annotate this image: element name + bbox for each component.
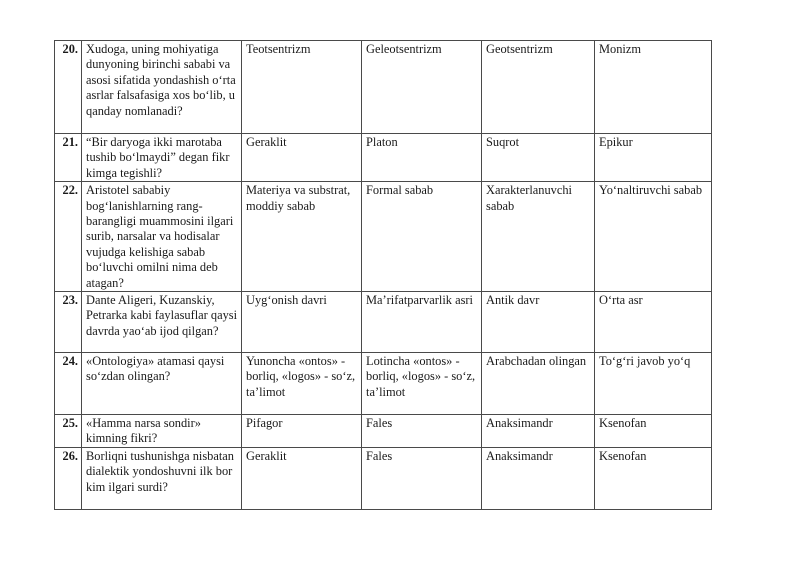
table-row [55,353,712,415]
question-text: Xudoga, uning mohiyatiga dunyoning birinchi sababi va asosi sifatida yondashish o‘rta asrlar falsafasiga xos bo‘lib, u qanday nomlanadi? [82,41,242,134]
question-text: Borliqni tushunishga nisbatan dialektik yondoshuvni ilk bor kim ilgari surdi? [82,447,242,509]
answer-option-c: Xarakterlanuvchi sabab [482,182,595,292]
question-text: “Bir daryoga ikki marotaba tushib bo‘lmaydi” degan fikr kimga tegishli? [82,134,242,182]
answer-option-b: Fales [362,415,482,448]
answer-option-a: Geraklit [242,134,362,182]
question-table [54,40,712,510]
answer-option-b: Lotincha «ontos» - borliq, «logos» - so‘z, ta’limot [362,353,482,415]
table-row [55,182,712,292]
question-text: «Ontologiya» atamasi qaysi so‘zdan olingan? [82,353,242,415]
question-text: «Hamma narsa sondir» kimning fikri? [82,415,242,448]
answer-option-b: Fales [362,447,482,509]
question-number: 22. [55,182,82,292]
answer-option-c: Antik davr [482,292,595,353]
answer-option-a: Teotsentrizm [242,41,362,134]
answer-option-a: Geraklit [242,447,362,509]
answer-option-d: Monizm [595,41,712,134]
table-row [55,41,712,134]
table-row [55,415,712,448]
answer-option-c: Anaksimandr [482,447,595,509]
answer-option-c: Anaksimandr [482,415,595,448]
answer-option-d: Ksenofan [595,415,712,448]
answer-option-d: To‘g‘ri javob yo‘q [595,353,712,415]
question-number: 23. [55,292,82,353]
answer-option-d: Yo‘naltiruvchi sabab [595,182,712,292]
question-number: 21. [55,134,82,182]
answer-option-a: Yunoncha «ontos» - borliq, «logos» - so‘z, ta’limot [242,353,362,415]
answer-option-b: Platon [362,134,482,182]
answer-option-b: Geleotsentrizm [362,41,482,134]
answer-option-a: Materiya va substrat, moddiy sabab [242,182,362,292]
answer-option-d: Ksenofan [595,447,712,509]
document-page [54,40,712,510]
answer-option-a: Pifagor [242,415,362,448]
question-text: Aristotel sababiy bog‘lanishlarning rang-barangligi muammosini ilgari surib, narsalar va hodisalar vujudga kelishiga sabab bo‘luvchi omilni nima deb atagan? [82,182,242,292]
answer-option-c: Arabchadan olingan [482,353,595,415]
table-row [55,447,712,509]
question-text: Dante Aligeri, Kuzanskiy, Petrarka kabi faylasuflar qaysi davrda yao‘ab ijod qilgan? [82,292,242,353]
answer-option-d: Epikur [595,134,712,182]
question-number: 25. [55,415,82,448]
answer-option-b: Ma’rifatparvarlik asri [362,292,482,353]
question-number: 26. [55,447,82,509]
answer-option-c: Suqrot [482,134,595,182]
question-number: 24. [55,353,82,415]
answer-option-b: Formal sabab [362,182,482,292]
table-row [55,292,712,353]
question-number: 20. [55,41,82,134]
answer-option-d: O‘rta asr [595,292,712,353]
answer-option-a: Uyg‘onish davri [242,292,362,353]
answer-option-c: Geotsentrizm [482,41,595,134]
table-row [55,134,712,182]
